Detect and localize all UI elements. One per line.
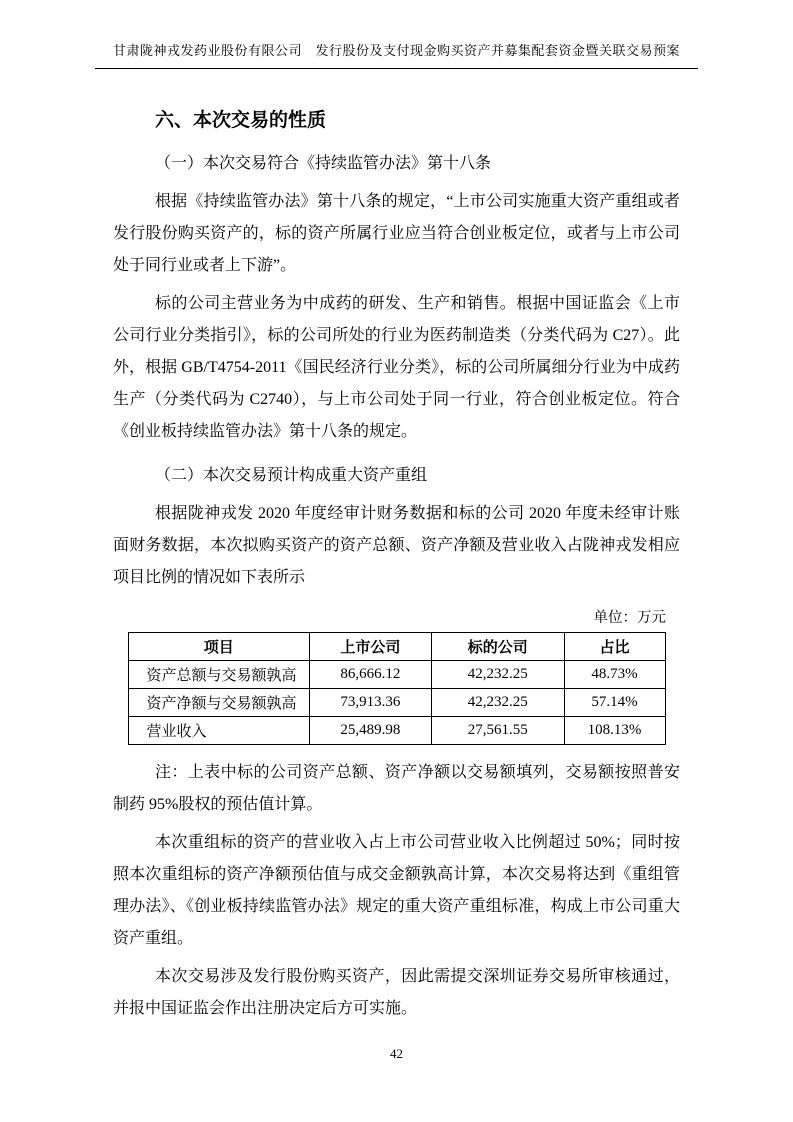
table-cell: 86,666.12 (310, 661, 432, 689)
page-number: 42 (390, 1046, 403, 1061)
table-cell: 73,913.36 (310, 689, 432, 717)
section-title: 六、本次交易的性质 (155, 110, 327, 131)
subsection-1-title: （一）本次交易符合《持续监管办法》第十八条 (155, 155, 492, 172)
document-header: 甘肃陇神戎发药业股份有限公司 发行股份及支付现金购买资产并募集配套资金暨关联交易预案 (95, 40, 698, 69)
table-row (128, 689, 665, 717)
table-cell: 资产总额与交易额孰高 (128, 661, 310, 689)
paragraph-3: 根据陇神戎发 2020 年度经审计财务数据和标的公司 2020 年度未经审计账面财务数据，本次拟购买资产的资产总额、资产净额及营业收入占陇神戎发相应项目比例的情况如下表所示 (113, 505, 680, 586)
paragraph-1: 根据《持续监管办法》第十八条的规定，“上市公司实施重大资产重组或者发行股份购买资产的，标的资产所属行业应当符合创业板定位，或者与上市公司处于同行业或者上下游”。 (113, 193, 680, 274)
table-cell: 48.73% (564, 661, 665, 689)
document-body (113, 96, 680, 1031)
table-cell: 57.14% (564, 689, 665, 717)
subsection-2-title: （二）本次交易预计构成重大资产重组 (155, 467, 428, 484)
table-header-target-company: 标的公司 (431, 633, 564, 661)
table-note: 注：上表中标的公司资产总额、资产净额以交易额填列，交易额按照普安制药 95%股权的预估值计算。 (113, 764, 680, 813)
table-unit-label: 单位：万元 (593, 610, 666, 626)
table-row (128, 717, 665, 745)
paragraph-4: 本次重组标的资产的营业收入占上市公司营业收入比例超过 50%；同时按照本次重组标的资产净额预估值与成交金额孰高计算，本次交易将达到《重组管理办法》、《创业板持续监管办法》规定的重大资产重组标准，构成上市公司重大资产重组。 (113, 834, 680, 947)
financial-table (128, 632, 666, 745)
table-cell: 42,232.25 (431, 661, 564, 689)
table-header-row (128, 633, 665, 661)
table-cell: 27,561.55 (431, 717, 564, 745)
table-cell: 资产净额与交易额孰高 (128, 689, 310, 717)
table-header-listed-company: 上市公司 (310, 633, 432, 661)
table-cell: 25,489.98 (310, 717, 432, 745)
table-cell: 营业收入 (128, 717, 310, 745)
paragraph-5: 本次交易涉及发行股份购买资产，因此需提交深圳证券交易所审核通过，并报中国证监会作出注册决定后方可实施。 (113, 968, 680, 1017)
table-header-ratio: 占比 (564, 633, 665, 661)
table-row (128, 661, 665, 689)
table-cell: 108.13% (564, 717, 665, 745)
table-cell: 42,232.25 (431, 689, 564, 717)
table-header-item: 项目 (128, 633, 310, 661)
paragraph-2: 标的公司主营业务为中成药的研发、生产和销售。根据中国证监会《上市公司行业分类指引》，标的公司所处的行业为医药制造类（分类代码为 C27）。此外，根据 GB/T4754-2011《国民经济行业分类》，标的公司所属细分行业为中成药生产（分类代码为 C2740），与上市公司处于同一行业，符合创业板定位。符合《创业板持续监管办法》第十八条的规定。 (113, 295, 680, 440)
